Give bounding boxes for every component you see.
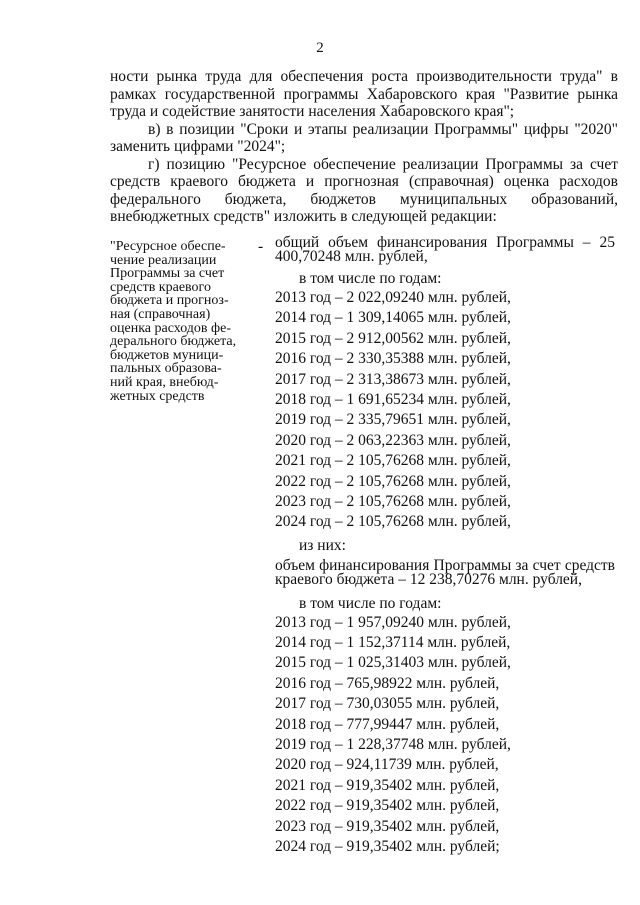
year-row: 2022 год – 2 105,76268 млн. рублей, [275,472,511,490]
position-name-line: бюджета и прогноз- [110,293,229,309]
year-row: 2019 год – 1 228,37748 млн. рублей, [275,736,511,754]
year-row: 2014 год – 1 152,37114 млн. рублей, [275,634,511,652]
intro-paragraph-2: в) в позиции "Сроки и этапы реализации Программы" цифры "2020" заменить цифрами "2024"; [110,120,618,155]
year-row: 2020 год – 2 063,22363 млн. рублей, [275,431,511,449]
separator-dash: - [258,238,264,255]
position-name-line: Программы за счет [110,266,225,282]
position-value-cell [275,236,615,857]
position-name-cell [110,240,262,403]
year-row: 2023 год – 919,35402 млн. рублей, [275,817,500,835]
of-them-caption: из них: [299,536,346,554]
total-funding: общий объем финансирования Программы – 25 400,70248 млн. рублей, [275,234,615,265]
position-name-line: пальных образова- [110,361,222,377]
year-row: 2024 год – 2 105,76268 млн. рублей, [275,513,511,531]
position-name-line: жетных средств [110,388,205,404]
year-row: 2022 год – 919,35402 млн. рублей, [275,797,500,815]
year-row: 2017 год – 2 313,38673 млн. рублей, [275,370,511,388]
regional-budget-funding: объем финансирования Программы за счет средств краевого бюджета – 12 238,70276 млн. рублей, [275,556,615,588]
page-number: 2 [316,40,324,56]
year-row: 2016 год – 2 330,35388 млн. рублей, [275,350,511,368]
year-row: 2020 год – 924,11739 млн. рублей, [275,756,499,774]
year-row: 2014 год – 1 309,14065 млн. рублей, [275,309,511,327]
position-name-line: ний края, внебюд- [110,374,219,390]
year-row: 2019 год – 2 335,79651 млн. рублей, [275,411,511,429]
position-name-line: бюджетов муници- [110,347,224,363]
position-name-line: дерального бюджета, [110,334,237,350]
year-row: 2023 год – 2 105,76268 млн. рублей, [275,492,511,510]
intro-paragraph-1: ности рынка труда для обеспечения роста производительности труда" в рамках государственной программы Хабаровского края "Развитие рынка труда и содействие занятости населения Хабаровского края"; [110,68,618,120]
year-row: 2018 год – 777,99447 млн. рублей, [275,715,500,733]
year-row: 2013 год – 2 022,09240 млн. рублей, [275,289,511,306]
position-name-line: средств краевого [110,279,211,295]
year-row: 2021 год – 919,35402 млн. рублей, [275,776,500,794]
year-row: 2017 год – 730,03055 млн. рублей, [275,695,500,713]
year-row: 2015 год – 2 912,00562 млн. рублей, [275,329,511,347]
position-name-line: ная (справочная) [110,306,211,322]
total-by-year-list [275,288,615,533]
year-row: 2024 год – 919,35402 млн. рублей; [275,837,500,855]
year-row: 2018 год – 1 691,65234 млн. рублей, [275,390,511,408]
intro-paragraph-3: г) позицию "Ресурсное обеспечение реализации Программы за счет средств краевого бюджета и прогнозная (справочная) оценка расходов федерального бюджета, бюджетов муниципальных образований, внебюджетных средств" изложить в следующей редакции: [110,155,618,225]
year-row: 2016 год – 765,98922 млн. рублей, [275,674,500,692]
position-name-line: чение реализации [110,252,217,268]
year-row: 2013 год – 1 957,09240 млн. рублей, [275,613,511,631]
year-row: 2021 год – 2 105,76268 млн. рублей, [275,452,511,470]
by-years-caption-2: в том числе по годам: [299,594,442,612]
year-row: 2015 год – 1 025,31403 млн. рублей, [275,654,511,672]
position-name-line: оценка расходов фе- [110,320,231,336]
intro-text [110,68,618,226]
regional-by-year-list [275,613,615,858]
by-years-caption: в том числе по годам: [299,270,442,287]
position-name-line: "Ресурсное обеспе- [110,239,226,254]
